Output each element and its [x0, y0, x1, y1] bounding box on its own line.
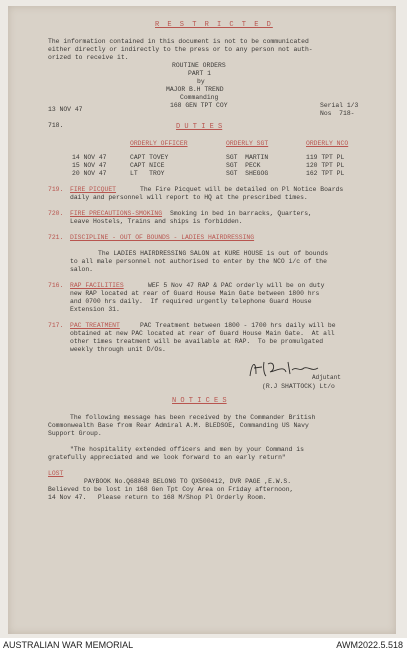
item-number: 719. [48, 186, 64, 193]
duty-date: 20 NOV 47 [72, 170, 107, 177]
item-title: DISCIPLINE - OUT OF BOUNDS - LADIES HAIRDRESSING [70, 234, 255, 241]
item-body-line: The LADIES HAIRDRESSING SALON at KURE HOUSE is out of bounds [98, 250, 329, 257]
item-number: 717. [48, 322, 64, 329]
item-body-line: other times treatment will be available at RAP. To be promulgated [70, 338, 324, 345]
item-body-line: new RAP located at rear of Guard House Main Gate between 1800 hrs [70, 290, 320, 297]
order-date: 13 NOV 47 [48, 106, 83, 113]
heading-line: MAJOR B.H TREND [166, 86, 224, 93]
item-title: RAP FACILITIES [70, 282, 124, 289]
signatory-name: (R.J SHATTOCK) Lt/o [262, 383, 335, 390]
footer-accession-number: AWM2022.5.518 [336, 640, 403, 650]
item-body-line: Extension 31. [70, 306, 120, 313]
item-body-line: The Fire Picquet will be detailed on Pl Notice Boards [140, 186, 344, 193]
item-body-line: daily and personnel will report to HQ at the prescribed times. [70, 194, 308, 201]
notice-line: gratefully appreciated and we look forward to an early return" [48, 454, 286, 461]
item-body-line: PAC Treatment between 1800 - 1700 hrs daily will be [140, 322, 336, 329]
duty-date: 15 NOV 47 [72, 162, 107, 169]
duty-nco: 162 TPT PL [306, 170, 345, 177]
duty-sgt: SGT PECK [226, 162, 261, 169]
caveat-line: either directly or indirectly to the press or to any person not auth- [48, 46, 313, 53]
heading-line: ROUTINE ORDERS [172, 62, 226, 69]
lost-title: LOST [48, 470, 64, 477]
lost-line: PAYBOOK No.Q68848 BELONG TO QX500412, DVR PAGE ,E.W.S. [84, 478, 292, 485]
order-numbers: Nos 718- [320, 110, 355, 117]
item-number: 720. [48, 210, 64, 217]
serial-number: Serial 1/3 [320, 102, 359, 109]
header-orderly-nco: ORDERLY NCO [306, 140, 349, 147]
caveat-line: orized to receive it. [48, 54, 129, 61]
heading-line: Commanding [180, 94, 219, 101]
duty-nco: 119 TPT PL [306, 154, 345, 161]
item-body-line: to all male personnel not authorised to enter by the NCO i/c of the [70, 258, 327, 265]
duty-officer: LT TROY [130, 170, 165, 177]
item-body-line: salon. [70, 266, 94, 273]
notice-line: "The hospitality extended officers and men by your Command is [70, 446, 304, 453]
lost-line: 14 Nov 47. Please return to 168 M/Shop Pl Orderly Room. [48, 494, 267, 501]
item-title: FIRE PICQUET [70, 186, 117, 193]
duty-nco: 120 TPT PL [306, 162, 345, 169]
notice-line: The following message has been received by the Commander British [70, 414, 316, 421]
item-body-line: and 0700 hrs daily. If required urgently telephone Guard House [70, 298, 312, 305]
heading-line: PART 1 [188, 70, 212, 77]
header-orderly-sgt: ORDERLY SGT [226, 140, 269, 147]
item-body-line: Smoking in bed in barracks, Quarters, [170, 210, 312, 217]
archive-footer [0, 638, 407, 653]
signature-scrawl: Adjutant [312, 374, 341, 381]
duty-sgt: SGT MARTIN [226, 154, 269, 161]
heading-line: 168 GEN TPT COY [170, 102, 228, 109]
footer-institution: AUSTRALIAN WAR MEMORIAL [3, 640, 134, 650]
header-orderly-officer: ORDERLY OFFICER [130, 140, 188, 147]
item-body-line: WEF 5 Nov 47 RAP & PAC orderly will be on duty [148, 282, 325, 289]
lost-line: Believed to be lost in 168 Gen Tpt Coy Area on Friday afternoon, [48, 486, 294, 493]
duties-title: D U T I E S [176, 123, 223, 131]
caveat-line: The information contained in this document is not to be communicated [48, 38, 309, 45]
classification-header: R E S T R I C T E D [155, 21, 273, 29]
duty-officer: CAPT TOVEY [130, 154, 169, 161]
item-body-line: weekly through unit D/Os. [70, 346, 166, 353]
item-number: 716. [48, 282, 64, 289]
notices-title: N O T I C E S [172, 397, 227, 405]
item-title: PAC TREATMENT [70, 322, 120, 329]
item-title: FIRE PRECAUTIONS-SMOKING [70, 210, 163, 217]
section-number: 718. [48, 122, 64, 129]
item-number: 721. [48, 234, 64, 241]
notice-line: Support Group. [48, 430, 102, 437]
heading-line: by [197, 78, 205, 85]
notice-line: Commonwealth Base from Rear Admiral A.M. BLEDSOE, Commanding US Navy [48, 422, 309, 429]
duty-officer: CAPT NICE [130, 162, 165, 169]
duty-sgt: SGT SHEGOG [226, 170, 269, 177]
item-body-line: obtained at new PAC located at rear of Guard House Main Gate. At all [70, 330, 335, 337]
duty-date: 14 NOV 47 [72, 154, 107, 161]
item-body-line: Leave Hostels, Trains and ships is forbidden. [70, 218, 243, 225]
